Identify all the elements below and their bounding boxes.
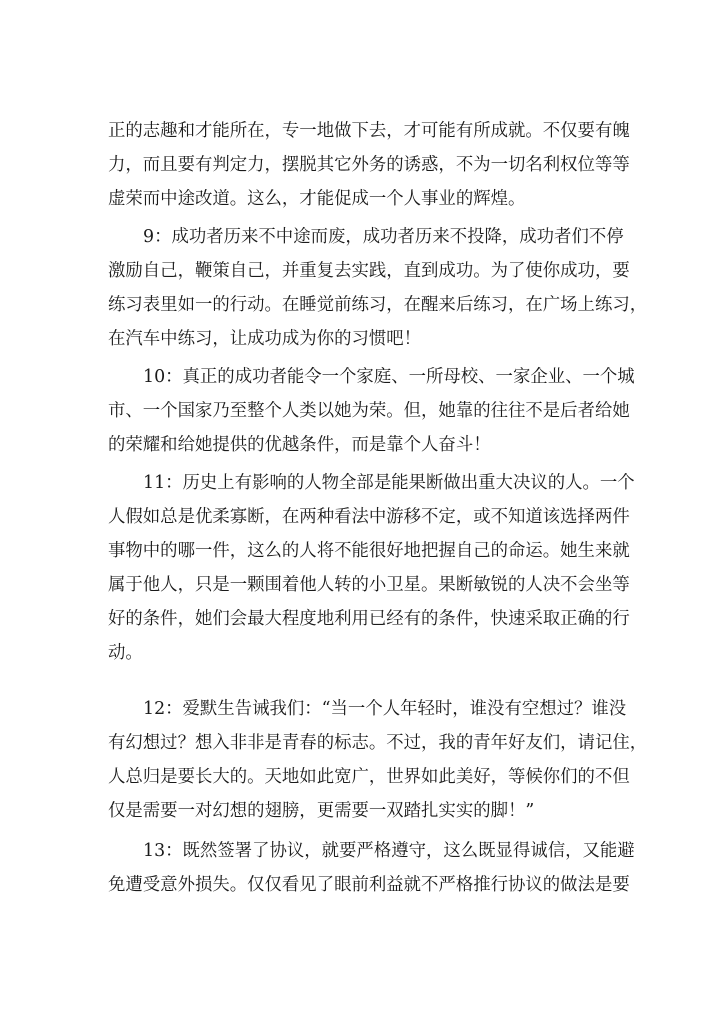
text-line: 好的条件，她们会最大程度地利用已经有的条件，快速采取正确的行 xyxy=(108,609,630,629)
text-line: 市、一个国家乃至整个人类以她为荣。但，她靠的往往不是后者给她 xyxy=(108,401,630,421)
paragraph-first-line: 10：真正的成功者能令一个家庭、一所母校、一家企业、一个城 xyxy=(143,367,635,387)
text-line: 属于他人，只是一颗围着他人转的小卫星。果断敏锐的人决不会坐等 xyxy=(108,575,630,595)
text-line: 正的志趣和才能所在，专一地做下去，才可能有所成就。不仅要有魄 xyxy=(108,121,630,141)
text-line: 练习表里如一的行动。在睡觉前练习，在醒来后练习，在广场上练习， xyxy=(108,295,648,315)
paragraph-first-line: 9：成功者历来不中途而废，成功者历来不投降，成功者们不停 xyxy=(143,227,624,247)
text-line: 人假如总是优柔寡断，在两种看法中游移不定，或不知道该选择两件 xyxy=(108,507,630,527)
text-line: 激励自己，鞭策自己，并重复去实践，直到成功。为了使你成功，要 xyxy=(108,261,630,281)
text-line: 人总归是要长大的。天地如此宽广，世界如此美好，等候你们的不但 xyxy=(108,767,630,787)
text-line: 仅是需要一对幻想的翅膀，更需要一双踏扎实实的脚！” xyxy=(108,801,535,821)
text-line: 力，而且要有判定力，摆脱其它外务的诱惑，不为一切名利权位等等 xyxy=(108,155,630,175)
text-line: 事物中的哪一件，这么的人将不能很好地把握自己的命运。她生来就 xyxy=(108,541,630,561)
paragraph-first-line: 11：历史上有影响的人物全部是能果断做出重大决议的人。一个 xyxy=(143,473,635,493)
text-line: 虚荣而中途改道。这么，才能促成一个人事业的辉煌。 xyxy=(108,189,526,209)
text-line: 动。 xyxy=(108,643,143,663)
text-line: 的荣耀和给她提供的优越条件，而是靠个人奋斗！ xyxy=(108,435,491,455)
text-line: 免遭受意外损失。仅仅看见了眼前利益就不严格推行协议的做法是要 xyxy=(108,875,630,895)
paragraph-first-line: 12：爱默生告诫我们：“当一个人年轻时，谁没有空想过？谁没 xyxy=(143,699,627,719)
text-line: 在汽车中练习，让成功成为你的习惯吧！ xyxy=(108,329,422,349)
paragraph-first-line: 13：既然签署了协议，就要严格遵守，这么既显得诚信，又能避 xyxy=(143,841,635,861)
text-line: 有幻想过？想入非非是青春的标志。不过，我的青年好友们，请记住， xyxy=(108,733,648,753)
